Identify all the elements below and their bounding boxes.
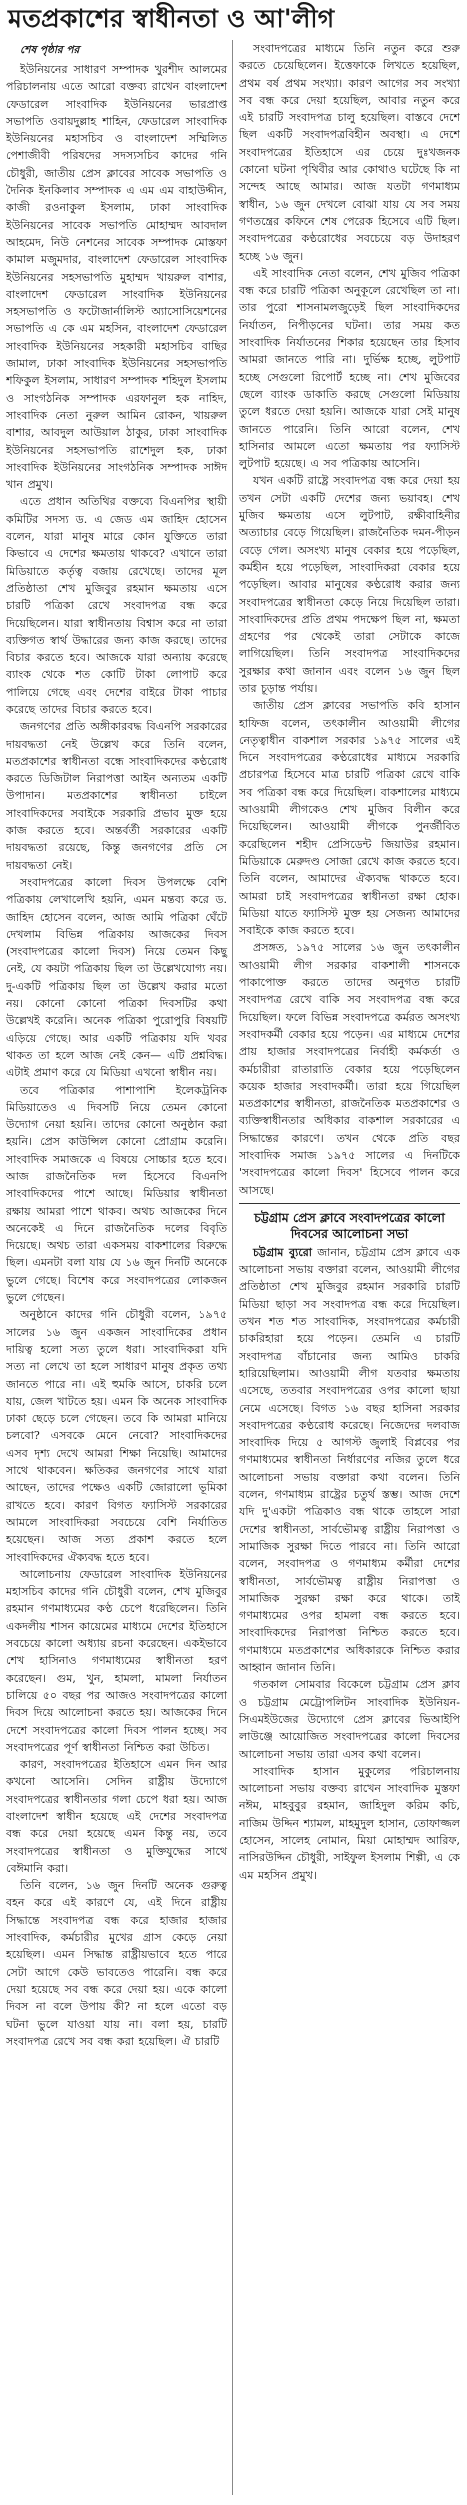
paragraph: সংবাদপত্রের মাধ্যমে তিনি নতুন করে শুরু করতে চেয়েছিলেন। ইত্তেফাকে লিখতে হয়েছিল, প্রথম বর্ষ প্রথম সংখ্যা। কারণ আগের সব সংখ্যা সব বন্ধ করে দেয়া হয়েছিল, আবার নতুন করে এই চারটি সংবাদপত্র চালু হয়েছিল। বাস্তবে দেশে ছিল একটি সংবাদপত্রবিহীন অবস্থা। এ দেশে সংবাদপত্রের ইতিহাসে এর চেয়ে দুঃখজনক কোনো ঘটনা পৃথিবীর আর কোথাও ঘটেছে কি না সন্দেহ আছে আমার। আজ যতটা গণমাধ্যম স্বাধীন, ১৬ জুন দেখলে বোঝা যায় যে সব সময় গণতন্ত্রের কফিনে শেষ পেরেক হিসেবে এটি ছিল। সংবাদপত্রের কণ্ঠরোধের সবচেয়ে বড় উদাহরণ হচ্ছে ১৬ জুন। <box>239 42 460 263</box>
headline: মতপ্রকাশের স্বাধীনতা ও আ'লীগ <box>8 4 335 33</box>
paragraph: কারণ, সংবাদপত্রের ইতিহাসে এমন দিন আর কখনো আসেনি। সেদিন রাষ্ট্রীয় উদ্যোগে সংবাদপত্রের স্বাধীনতার গলা চেপে ধরা হয়। আজ বাংলাদেশ স্বাধীন হয়েছে এই দেশের সংবাদপত্র বন্ধ করে দেয়া হয়েছে এমন কিন্তু নয়, তবে সংবাদপত্রের স্বাধীনতা ও মুক্তিযুদ্ধের সাথে বেঈমানি করা। <box>6 1758 227 1875</box>
left-column <box>6 40 233 2495</box>
paragraph: জনগণের প্রতি অঙ্গীকারবদ্ধ বিএনপি সরকারের দায়বদ্ধতা নেই উল্লেখ করে তিনি বলেন, মতপ্রকাশের স্বাধীনতা বন্ধে সাংবাদিকদের কণ্ঠরোধ করতে ডিজিটাল নিরাপত্তা আইন অন্যতম একটি উপাদান। মতপ্রকাশের স্বাধীনতা চাইলে সাংবাদিকদের সবাইকে সরকারি প্রভাব মুক্ত হয়ে কাজ করতে হবে। অন্তর্বর্তী সরকারের একটি দায়বদ্ধতা রয়েছে, কিন্তু জনগণের প্রতি সে দায়বদ্ধতা নেই। <box>6 720 227 872</box>
paragraph: সাংবাদিক হাসান মুকুলের পরিচালনায় আলোচনা সভায় বক্তব্য রাখেন সাংবাদিক মুস্তফা নঈম, মাহবুবুর রহমান, জাহিদুল করিম কচি, নাজিম উদ্দিন শ্যামল, মাহমুদুল হাসান, তোফাজ্জল হোসেন, সালেহ নোমান, মিয়া মোহাম্মদ আরিফ, নাসিরউদ্দিন চৌধুরী, সাইফুল ইসলাম শিল্পী, এ কে এম মহসিন প্রমুখ। <box>239 1764 460 1882</box>
paragraph: এই সাংবাদিক নেতা বলেন, শেখ মুজিব পত্রিকা বন্ধ করে চারটি পত্রিকা অনুকূলে রেখেছিল তা না। তার পুরো শাসনামলজুড়েই ছিল সাংবাদিকদের নির্যাতন, নিপীড়নের ঘটনা। তার সময় কত সাংবাদিক নির্যাতনের শিকার হয়েছেন তার হিসাব আমরা জানতে পারি না। দুর্ভিক্ষ হচ্ছে, লুটপাট হচ্ছে সেগুলো রিপোর্ট হচ্ছে না। শেখ মুজিবের ছেলে ব্যাংক ডাকাতি করছে সেগুলো মিডিয়ায় তুলে ধরতে দেয়া হয়নি। আজকে যারা সেই মানুষ জানতে পারেনি। তিনি আরো বলেন, শেখ হাসিনার আমলে এতো ক্ষমতায় পর ফ্যাসিস্ট লুটপাট হয়েছে। এ সব পত্রিকায় আসেনি। <box>239 266 460 471</box>
continued-from-label: শেষ পৃষ্ঠার পর <box>20 44 80 56</box>
paragraph: গতকাল সোমবার বিকেলে চট্টগ্রাম প্রেস ক্লাব ও চট্টগ্রাম মেট্রোপলিটন সাংবাদিক ইউনিয়ন-সিএমইউজের উদ্যোগে প্রেস ক্লাবের ভিআইপি লাউঞ্জে আয়োজিত সংবাদপত্রের কালো দিবসের আলোচনা সভায় তারা এসব কথা বলেন। <box>239 1678 460 1761</box>
paragraph: এতে প্রধান অতিথির বক্তব্যে বিএনপির স্থায়ী কমিটির সদস্য ড. এ জেড এম জাহিদ হোসেন বলেন, যারা মানুষ মারে কোন যুক্তিতে তারা কিভাবে এ দেশের ক্ষমতায় থাকবে? এখানে তারা মিডিয়াতে কর্তৃত্ব বজায় রেখেছে। তাদের মূল প্রতিষ্ঠাতা শেখ মুজিবুর রহমান ক্ষমতায় এসে চারটি পত্রিকা রেখে সংবাদপত্র বন্ধ করে দিয়েছিলেন। যারা স্বাধীনতায় বিশ্বাস করে না তারা ব্যক্তিগত স্বার্থ উদ্ধারের জন্য কাজ করছে। তাদের বিচার করতে হবে। আজকে যারা অন্যায় করেছে ব্যাংক থেকে শত কোটি টাকা লোপাট করে পালিয়ে গেছে এবং দেশের বাইরে টাকা পাচার করেছে তাদের বিচার করতে হবে। <box>6 495 227 716</box>
article-columns <box>6 40 461 2495</box>
paragraph <box>239 1244 460 1676</box>
paragraph-text: জানান, চট্টগ্রাম প্রেস ক্লাবে এক আলোচনা সভায় বক্তারা বলেন, আওয়ামী লীগের প্রতিষ্ঠাতা শেখ মুজিবুর রহমান সরকারি চারটি মিডিয়া ছাড়া সব সংবাদপত্র বন্ধ করে দিয়েছিল। তখন শত শত সাংবাদিক, সংবাদপত্রের কর্মচারী চাকরিহারা হয়ে পড়েন। তেমনি এ চারটি সংবাদপত্র বাঁচানোর জন্য আমিও চাকরি হারিয়েছিলাম। আওয়ামী লীগ যতবার ক্ষমতায় এসেছে, ততবার সংবাদপত্রের ওপর কালো ছায়া নেমে এসেছে। বিগত ১৬ বছর হাসিনা সরকার সংবাদপত্রের কণ্ঠরোধ করেছে। নিজেদের দলবাজ সাংবাদিক দিয়ে ৫ আগস্ট জুলাই বিপ্লবের পর গণমাধ্যমের স্বাধীনতা নির্ধারণের নজির তুলে ধরে আলোচনা সভায় বক্তারা কথা বলেন। তিনি বলেন, গণমাধ্যম রাষ্ট্রের চতুর্থ স্তম্ভ। আজ দেশে যদি দু'একটা পত্রিকাও বন্ধ থাকে তাহলে সারা দেশের স্বাধীনতা, সার্বভৌমত্ব রাষ্ট্রীয় নিরাপত্তা ও সামাজিক সুরক্ষা দিতে পারবে না। তিনি আরো বলেন, সংবাদপত্র ও গণমাধ্যম কর্মীরা দেশের স্বাধীনতা, সার্বভৌমত্ব রাষ্ট্রীয় নিরাপত্তা ও সামাজিক সুরক্ষা রক্ষা করে থাকে। তাই গণমাধ্যমের ওপর হামলা বন্ধ করতে হবে। সাংবাদিকদের নিরাপত্তা নিশ্চিত করতে হবে। গণমাধ্যমে মতপ্রকাশের অধিকারকে নিশ্চিত করার আহ্বান জানান তিনি। <box>239 1245 460 1675</box>
paragraph: আলোচনায় ফেডারেল সাংবাদিক ইউনিয়নের মহাসচিব কাদের গনি চৌধুরী বলেন, শেখ মুজিবুর রহমান গণমাধ্যমের কণ্ঠ চেপে ধরেছিলেন। তিনি একদলীয় শাসন কায়েমের মাধ্যমে দেশের ইতিহাসে সবচেয়ে কালো অধ্যায় রচনা করেছেন। একইভাবে শেখ হাসিনাও গণমাধ্যমের স্বাধীনতা হরণ করেছেন। গুম, খুন, হামলা, মামলা নির্যাতন চালিয়ে ৫০ বছর পর আজও সংবাদপত্রের কালো দিবস দিয়ে আলোচনা করতে হয়। আজকের দিনে দেশে সংবাদপত্রের কালো দিবস পালন হচ্ছে। সব সংবাদপত্রের পূর্ণ স্বাধীনতা নিশ্চিত করা উচিত। <box>6 1567 227 1754</box>
dateline: চট্টগ্রাম ব্যুরো <box>253 1245 312 1259</box>
paragraph: তবে পত্রিকার পাশাপাশি ইলেকট্রনিক মিডিয়াতেও এ দিবসটি নিয়ে তেমন কোনো উদ্যোগ নেয়া হয়নি। তাদের কোনো অনুষ্ঠান করা হয়নি। প্রেস কাউন্সিল কোনো প্রোগ্রাম করেনি। সাংবাদিক সমাজকে এ বিষয়ে সোচ্চার হতে হবে। আজ রাজনৈতিক দল হিসেবে বিএনপি সাংবাদিকদের পাশে আছে। মিডিয়ার স্বাধীনতা রক্ষায় আমরা পাশে থাকব। অথচ আজকের দিনে অনেকেই এ দিনে রাজনৈতিক দলের বিবৃতি দিয়েছে। অথচ তারা একসময় বাকশালের বিরুদ্ধে ছিল। এমনটা বলা যায় যে ১৬ জুন দিনটি অনেকে ভুলে গেছে। বিশেষ করে সংবাদপত্রের লোকজন ভুলে গেছেন। <box>6 1083 227 1305</box>
right-column <box>233 40 460 2495</box>
paragraph: ইউনিয়নের সাধারণ সম্পাদক খুরশীদ আলমের পরিচালনায় এতে আরো বক্তব্য রাখেন বাংলাদেশ ফেডারেল সাংবাদিক ইউনিয়নের ভারপ্রাপ্ত সভাপতি ওবায়দুল্লাহ শাহিন, ফেডারেল সাংবাদিক ইউনিয়নের মহাসচিব ও বাংলাদেশ সম্মিলিত পেশাজীবী পরিষদের সদস্যসচিব কাদের গনি চৌধুরী, জাতীয় প্রেস ক্লাবের সাবেক সভাপতি ও দৈনিক ইনকিলাব সম্পাদক এ এম এম বাহাউদ্দীন, কাজী রওনাকুল ইসলাম, ঢাকা সাংবাদিক ইউনিয়নের সাবেক সভাপতি মোহাম্মদ আবদাল আহমেদ, নিউ নেশনের সাবেক সম্পাদক মোস্তফা কামাল মজুমদার, বাংলাদেশ ফেডারেল সাংবাদিক ইউনিয়নের সহসভাপতি মুহাম্মদ খায়রুল বাশার, বাংলাদেশ ফেডারেল সাংবাদিক ইউনিয়নের সহসভাপতি ও ফটোজার্নালিস্ট অ্যাসোসিয়েশনের সভাপতি এ কে এম মহসিন, বাংলাদেশ ফেডারেল সাংবাদিক ইউনিয়নের সহকারী মহাসচিব বাছির জামাল, ঢাকা সাংবাদিক ইউনিয়নের সহসভাপতি শফিকুল ইসলাম, সাধারণ সম্পাদক শহিদুল ইসলাম ও সাংগঠনিক সম্পাদক এরফানুল হক নাহিদ, সাংবাদিক নেতা নুরুল আমিন রোকন, খায়রুল বাশার, আবদুল আউয়াল ঠাকুর, ঢাকা সাংবাদিক ইউনিয়নের সহসভাপতি রাশেদুল হক, ঢাকা সাংবাদিক ইউনিয়নের সাংগঠনিক সম্পাদক সাঈদ খান প্রমুখ। <box>6 63 227 492</box>
paragraph: সংবাদপত্রের কালো দিবস উপলক্ষে বেশি পত্রিকায় লেখালেখি হয়নি, এমন মন্তব্য করে ড. জাহিদ হোসেন বলেন, আজ আমি পত্রিকা ঘেঁটে দেখলাম বিভিন্ন পত্রিকায় আজকের দিবস (সংবাদপত্রের কালো দিবস) নিয়ে তেমন কিছু নেই, যে কয়টা পত্রিকায় ছিল তা উল্লেখযোগ্য নয়। দু-একটি পত্রিকায় ছিল তা উল্লেখ করার মতো নয়। কোনো কোনো পত্রিকা দিবসটির কথা উল্লেখই করেনি। অনেক পত্রিকা পুরোপুরি বিষয়টি এড়িয়ে গেছে। আর একটি পত্রিকায় যদি খবর থাকত তা হলে আজ নেই কেন— এটি প্রশ্নবিদ্ধ। এটাই প্রমাণ করে যে মিডিয়া এখনো স্বাধীন নয়। <box>6 875 227 1080</box>
paragraph: যখন একটি রাষ্ট্রে সংবাদপত্র বন্ধ করে দেয়া হয় তখন সেটা একটি দেশের জন্য ভয়াবহ। শেখ মুজিব ক্ষমতায় এসে লুটপাট, রক্ষীবাহিনীর অত্যাচার বেড়ে গিয়েছিল। রাজনৈতিক দমন-পীড়ন বেড়ে গেল। অসংখ্য মানুষ বেকার হয়ে পড়েছিল, কর্মহীন হয়ে পড়েছিল, সাংবাদিকরা বেকার হয়ে পড়েছিল। আবার মানুষের কণ্ঠরোধ করার জন্য সংবাদপত্রের স্বাধীনতা কেড়ে নিয়ে দিয়েছিল তারা। সাংবাদিকদের প্রতি প্রথম পদক্ষেপ ছিল না, ক্ষমতা গ্রহণের পর থেকেই তারা সেটাকে কাজে লাগিয়েছিল। তিনি সংবাদপত্র সাংবাদিকদের সুরক্ষার কথা জানান এবং বলেন ১৬ জুন ছিল তার চূড়ান্ত পর্যায়। <box>239 474 460 695</box>
paragraph: তিনি বলেন, ১৬ জুন দিনটি অনেক গুরুত্ব বহন করে এই কারণে যে, এই দিনে রাষ্ট্রীয় সিদ্ধান্তে সংবাদপত্র বন্ধ করে হাজার হাজার সাংবাদিক, কর্মচারীর মুখের গ্রাস কেড়ে নেয়া হয়েছিল। এমন সিদ্ধান্ত রাষ্ট্রীয়ভাবে হতে পারে সেটা আগে কেউ ভাবতেও পারেনি। বন্ধ করে দেয়া হয়েছে সব বন্ধ করে দেয়া হয়। একে কালো দিবস না বলে উপায় কী? না হলে এতো বড় ঘটনা ভুলে যাওয়া যায় না। বলা হয়, চারটি সংবাদপত্র রেখে সব বন্ধ করা হয়েছিল। ঐ চারটি <box>6 1879 227 2048</box>
divider <box>239 1203 460 1204</box>
paragraph: প্রসঙ্গত, ১৯৭৫ সালের ১৬ জুন তৎকালীন আওয়ামী লীগ সরকার বাকশালী শাসনকে পাকাপোক্ত করতে তাদের অনুগত চারটি সংবাদপত্র রেখে বাকি সব সংবাদপত্র বন্ধ করে দিয়েছিল। ফলে বিভিন্ন সংবাদপত্রে কর্মরত অসংখ্য সংবাদকর্মী বেকার হয়ে পড়েন। এর মাধ্যমে দেশের প্রায় হাজার সংবাদপত্রের নির্বাহী কর্মকর্তা ও কর্মচারীরা রাতারাতি বেকার হয়ে পড়েছিলেন কয়েক হাজার সংবাদকর্মী। তারা হয়ে গিয়েছিল মতপ্রকাশের স্বাধীনতা, রাজনৈতিক মতপ্রকাশের ও ব্যক্তিস্বাধীনতার অধিকার বাকশাল সরকারের এ সিদ্ধান্তের কারণে। তখন থেকে প্রতি বছর সাংবাদিক সমাজ ১৯৭৫ সালের এ দিনটিকে 'সংবাদপত্রের কালো দিবস' হিসেবে পালন করে আসছে। <box>239 941 460 1197</box>
paragraph: অনুষ্ঠানে কাদের গনি চৌধুরী বলেন, ১৯৭৫ সালের ১৬ জুন একজন সাংবাদিকের প্রধান দায়িত্ব হলো সত্য তুলে ধরা। সাংবাদিকরা যদি সত্য না লেখে তা হলে সাধারণ মানুষ প্রকৃত তথ্য জানতে পারে না। এই হুমকি আসে, চাকরি চলে যায়, জেল খাটতে হয়। এমন কি অনেক সাংবাদিক ঢাকা ছেড়ে চলে গেছেন। তবে কি আমরা মানিয়ে চলবো? এসবকে মেনে নেবো? সাংবাদিকদের এসব দৃশ্য দেখে আমরা শিক্ষা নিয়েছি। আমাদের সাথে থাকবেন। ক্ষতিকর জনগণের সাথে যারা আছেন, তাদের পক্ষেও একটি জোরালো ভূমিকা রাখতে হবে। কারণ বিগত ফ্যাসিস্ট সরকারের আমলে সাংবাদিকরা সবচেয়ে বেশি নির্যাতিত হয়েছেন। আজ সত্য প্রকাশ করতে হলে সাংবাদিকদের ঐক্যবদ্ধ হতে হবে। <box>6 1308 227 1564</box>
paragraph: জাতীয় প্রেস ক্লাবের সভাপতি কবি হাসান হাফিজ বলেন, তৎকালীন আওয়ামী লীগের নেতৃত্বাধীন বাকশাল সরকার ১৯৭৫ সালের এই দিনে সংবাদপত্রের কণ্ঠরোধের মাধ্যমে সরকারি প্রচারপত্র হিসেবে মাত্র চারটি পত্রিকা রেখে বাকি সব পত্রিকা বন্ধ করে দিয়েছিল। বাকশালের মাধ্যমে আওয়ামী লীগকেও শেখ মুজিব বিলীন করে দিয়েছিলেন। আওয়ামী লীগকে পুনর্জীবিত করেছিলেন শহীদ প্রেসিডেন্ট জিয়াউর রহমান। মিডিয়াকে মেরুদণ্ড সোজা রেখে কাজ করতে হবে। তিনি বলেন, আমাদের ঐক্যবদ্ধ থাকতে হবে। আমরা চাই সংবাদপত্রের স্বাধীনতা রক্ষা হোক। মিডিয়া যাতে ফ্যাসিস্ট মুক্ত হয় সেজন্য আমাদের সবাইকে কাজ করতে হবে। <box>239 699 460 938</box>
subhead: চট্টগ্রাম প্রেস ক্লাবে সংবাদপত্রের কালো দিবসের আলোচনা সভা <box>254 1209 445 1241</box>
